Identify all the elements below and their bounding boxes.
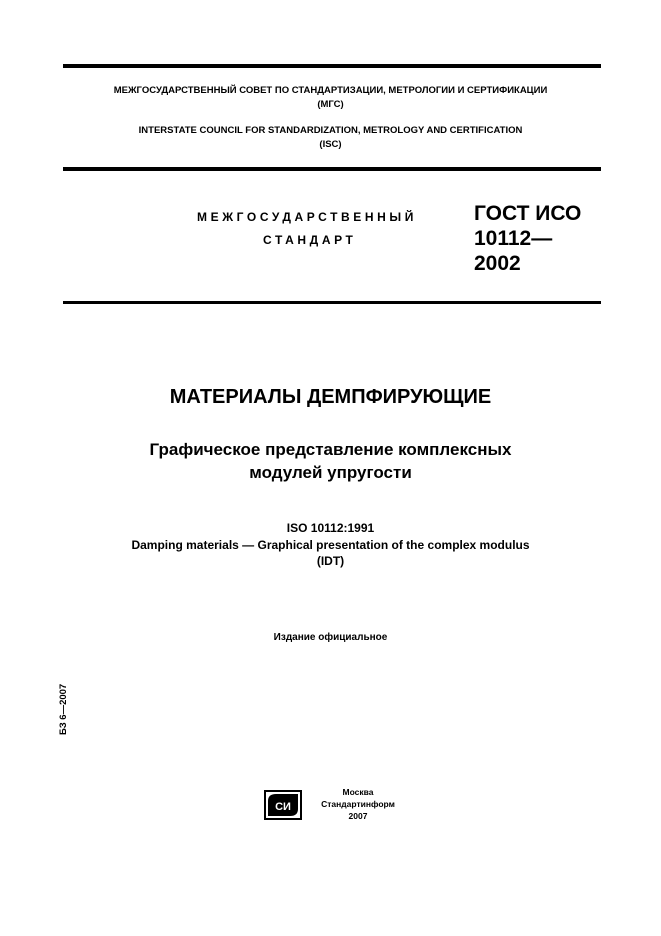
iso-title: Damping materials — Graphical presentation of the complex modulus <box>131 538 530 552</box>
publisher-name: Стандартинформ <box>321 799 395 809</box>
standard-bottom-rule <box>63 301 601 304</box>
council-ru-abbr: (МГС) <box>317 99 344 110</box>
svg-text:СИ: СИ <box>275 801 291 813</box>
standard-code <box>474 201 581 276</box>
iso-idt: (IDT) <box>316 554 345 568</box>
standard-code-line1: ГОСТ ИСО <box>474 202 582 225</box>
publisher-block <box>312 786 404 822</box>
standard-code-line2: 10112— <box>474 227 553 250</box>
council-en-abbr: (ISC) <box>319 139 342 150</box>
council-en: INTERSTATE COUNCIL FOR STANDARDIZATION, METROLOGY AND CERTIFICATION <box>138 125 523 136</box>
subtitle-line2: модулей упругости <box>249 463 412 482</box>
top-rule <box>63 64 601 68</box>
iso-number: ISO 10112:1991 <box>286 521 375 535</box>
publisher-year: 2007 <box>348 811 368 821</box>
standard-code-line3: 2002 <box>474 252 521 275</box>
header-bottom-rule <box>63 167 601 171</box>
standard-type-line1: МЕЖГОСУДАРСТВЕННЫЙ <box>197 210 417 224</box>
side-note: БЗ 6—2007 <box>58 683 69 735</box>
main-title: МАТЕРИАЛЫ ДЕМПФИРУЮЩИЕ <box>169 386 492 408</box>
publisher-city: Москва <box>342 787 374 797</box>
edition-label: Издание официальное <box>273 632 388 643</box>
council-ru: МЕЖГОСУДАРСТВЕННЫЙ СОВЕТ ПО СТАНДАРТИЗАЦИИ, МЕТРОЛОГИИ И СЕРТИФИКАЦИИ <box>113 85 548 96</box>
subtitle-line1: Графическое представление комплексных <box>149 440 512 459</box>
standard-type-line2: СТАНДАРТ <box>263 233 357 247</box>
standartinform-logo-icon <box>264 790 302 820</box>
